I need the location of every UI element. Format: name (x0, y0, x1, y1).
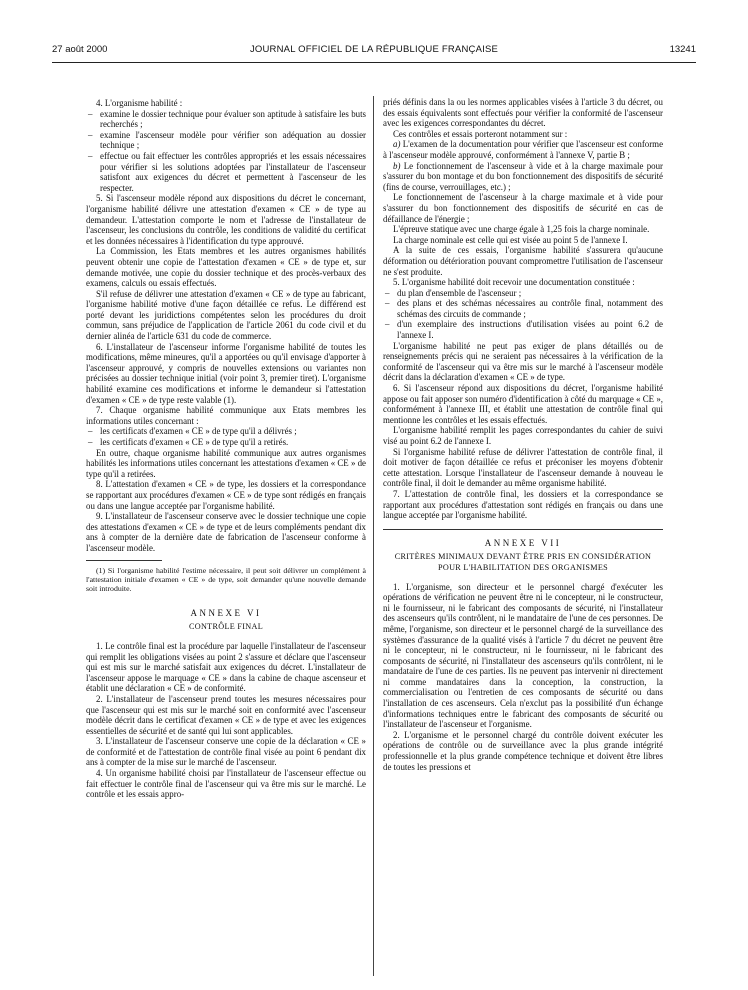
paragraph: 7. Chaque organisme habilité communique aux Etats membres les informations utiles concernant : (86, 405, 366, 426)
list-item: – les certificats d'examen « CE » de type qu'il a retirés. (86, 437, 366, 448)
paragraph: 9. L'installateur de l'ascenseur conserve avec le dossier technique une copie des attestations d'examen « CE » de type et de leurs compléments pendant dix ans à compter de la dernière date de fabrication de l'ascenseur conforme à l'ascenseur modèle. (86, 511, 366, 553)
paragraph: 1. Le contrôle final est la procédure par laquelle l'installateur de l'ascenseur qui remplit les obligations visées au point 2 s'assure et déclare que l'ascenseur qui est mis sur le marché satisfait aux exigences du décret. L'installateur de l'ascenseur appose le marquage « CE » dans la cabine de chaque ascenseur et établit une déclaration « CE » de conformité. (86, 640, 366, 694)
journal-title: JOURNAL OFFICIEL DE LA RÉPUBLIQUE FRANÇAISE (249, 44, 499, 55)
paragraph: 2. L'organisme et le personnel chargé du contrôle doivent exécuter les opérations de contrôle ou de surveillance avec la plus grande intégrité professionnelle et la plus grande compétence technique et doivent être libres de toutes les pressions et (383, 729, 663, 772)
paragraph: L'organisme habilité remplit les pages correspondantes du cahier de suivi visé au point 6.2 de l'annexe I. (383, 425, 663, 446)
paragraph: A la suite de ces essais, l'organisme habilité s'assurera qu'aucune déformation ou détérioration pouvant compromettre l'utilisation de l'ascenseur ne s'est produite. (383, 245, 663, 277)
paragraph: L'épreuve statique avec une charge égale à 1,25 fois la charge nominale. (393, 224, 650, 235)
paragraph (383, 139, 663, 160)
list-item: – effectue ou fait effectuer les contrôles appropriés et les essais nécessaires pour vérifier si les solutions adoptées par l'installateur de l'ascenseur satisfont aux exigences du décret et permettent à l'ascenseur de les respecter. (86, 151, 366, 193)
right-column (383, 97, 663, 772)
annex-title: ANNEXE VII (484, 537, 562, 548)
section-rule (383, 529, 663, 530)
paragraph: La charge nominale est celle qui est visée au point 5 de l'annexe I. (393, 234, 628, 245)
paragraph: 6. L'installateur de l'ascenseur informe l'organisme habilité de toutes les modifications, même mineures, qu'il a apportées ou qu'il envisage d'apporter à l'ascenseur approuvé, y compris de nouvelles extensions ou variantes non précisées au dossier technique initial (voir point 3, premier tiret). L'organisme habilité examine ces modifications et informe le demandeur si l'attestation d'examen « CE » de type reste valable (1). (86, 341, 366, 405)
paragraph: 7. L'attestation de contrôle final, les dossiers et la correspondance se rapportant aux procédures d'attestation sont rédigés en français ou dans une langue acceptée par l'organisme habilité. (383, 488, 663, 521)
list-item: – les certificats d'examen « CE » de type qu'il a délivrés ; (86, 426, 366, 437)
item-label: b) (393, 160, 401, 171)
paragraph: 8. L'attestation d'examen « CE » de type, les dossiers et la correspondance se rapportant aux procédures d'examen « CE » de type sont rédigés en français ou dans une langue acceptée par l'organisme habilité. (86, 479, 366, 511)
list-item: – examine le dossier technique pour évaluer son aptitude à satisfaire les buts recherchés ; (86, 109, 366, 130)
header-date: 27 août 2000 (52, 44, 108, 55)
paragraph: Ces contrôles et essais porteront notamment sur : (393, 128, 568, 139)
header-rule (52, 62, 696, 63)
paragraph: 4. L'organisme habilité : (96, 98, 183, 108)
annex-subtitle: CONTRÔLE FINAL (188, 622, 264, 632)
list-item: – examine l'ascenseur modèle pour vérifier son adéquation au dossier technique ; (86, 130, 366, 151)
paragraph: 1. L'organisme, son directeur et le personnel chargé d'exécuter les opérations de vérification ne peuvent être ni le concepteur, ni le constructeur, ni le fournisseur, ni le fabricant des composants de sécurité, ni l'installateur des ascenseurs qu'ils contrôlent, ni le mandataire de l'une de ces personnes. De même, l'organisme, son directeur et le personnel chargé de la surveillance des systèmes d'assurance de la qualité visés à l'article 7 du décret ne peuvent être ni le concepteur, ni le constructeur, ni le fournisseur, ni le fabricant des composants de sécurité, ni l'installateur des ascenseurs qu'ils contrôlent, ni le mandataire de l'une de ces parties. Ils ne peuvent pas intervenir ni directement ni comme mandataires dans la conception, la construction, la commercialisation ou l'entretien de ces composants de sécurité ou dans l'installation de ces ascenseurs. Cela n'exclut pas la possibilité d'un échange d'informations techniques entre le fabricant des composants de sécurité ou l'installateur de l'ascenseur et l'organisme. (383, 581, 663, 730)
column-divider (373, 96, 374, 976)
bullet-list (86, 109, 366, 194)
paragraph: 5. L'organisme habilité doit recevoir une documentation constituée : (393, 277, 635, 288)
paragraph: L'organisme habilité ne peut pas exiger de plans détaillés ou de renseignements précis qui ne seraient pas nécessaires à la vérification de la conformité de l'ascenseur qui va être mis sur le marché à l'ascenseur modèle décrit dans la déclaration d'examen « CE » de type. (383, 340, 663, 383)
paragraph: 5. Si l'ascenseur modèle répond aux dispositions du décret le concernant, l'organisme habilité délivre une attestation d'examen « CE » de type au demandeur. L'attestation comporte le nom et l'adresse de l'installateur de l'ascenseur, les conclusions du contrôle, les conditions de validité du certificat et les données nécessaires à l'identification du type approuvé. (86, 193, 366, 246)
paragraph: La Commission, les Etats membres et les autres organismes habilités peuvent obtenir une copie de l'attestation d'examen « CE » de type et, sur demande motivée, une copie du dossier technique et des procès-verbaux des examens, calculs ou essais effectués. (86, 246, 366, 289)
paragraph (383, 161, 663, 193)
page-number: 13241 (669, 44, 696, 55)
left-column (86, 98, 366, 800)
page-header (52, 44, 696, 58)
list-item: – d'un exemplaire des instructions d'utilisation visées au point 6.2 de l'annexe I. (383, 319, 663, 340)
item-text: L'examen de la documentation pour vérifier que l'ascenseur est conforme à l'ascenseur modèle approuvé, conformément à l'annexe V, partie B ; (383, 139, 664, 160)
bullet-list (86, 426, 366, 447)
annex-title: ANNEXE VI (190, 607, 262, 618)
paragraph: 2. L'installateur de l'ascenseur prend toutes les mesures nécessaires pour que l'ascenseur qui est mis sur le marché soit en conformité avec l'ascenseur modèle décrit dans le certificat d'examen « CE » de type et avec les exigences essentielles de sécurité et de santé qui lui sont applicables. (86, 693, 366, 736)
list-item: – des plans et des schémas nécessaires au contrôle final, notamment des schémas des circuits de commande ; (383, 298, 663, 319)
footnote: (1) Si l'organisme habilité l'estime nécessaire, il peut soit délivrer un complément à l'attestation initiale d'examen « CE » de type, soit demander qu'une nouvelle demande soit introduite. (86, 565, 366, 594)
paragraph: 3. L'installateur de l'ascenseur conserve une copie de la déclaration « CE » de conformité et de l'attestation de contrôle final visée au point 6 pendant dix ans à compter de la mise sur le marché de l'ascenseur. (86, 736, 366, 768)
list-item: – du plan d'ensemble de l'ascenseur ; (383, 288, 663, 299)
footnote-rule (86, 560, 162, 561)
paragraph: priés définis dans la ou les normes applicables visées à l'article 3 du décret, ou des essais équivalents sont effectués pour vérifier la conformité de l'ascenseur avec les exigences correspondantes du décret. (383, 97, 663, 129)
paragraph: 4. Un organisme habilité choisi par l'installateur de l'ascenseur effectue ou fait effectuer le contrôle final de l'ascenseur qui va être mis sur le marché. Le contrôle et les essais appro- (86, 768, 366, 800)
paragraph: 6. Si l'ascenseur répond aux dispositions du décret, l'organisme habilité appose ou fait apposer son numéro d'identification à côté du marquage « CE », conformément à l'annexe III, et établit une attestation de contrôle final qui mentionne les contrôles et les essais effectués. (383, 383, 663, 425)
paragraph: Le fonctionnement de l'ascenseur à la charge maximale et à vide pour s'assurer du bon fonctionnement des dispositifs de sécurité en cas de défaillance de l'énergie ; (383, 192, 663, 224)
paragraph: S'il refuse de délivrer une attestation d'examen « CE » de type au fabricant, l'organisme habilité motive d'une façon détaillée ce refus. Le différend est porté devant les juridictions compétentes selon les procédures du droit commun, sans préjudice de l'application de l'article 2061 du code civil et du dernier alinéa de l'article 631 du code de commerce. (86, 288, 366, 342)
item-text: Le fonctionnement de l'ascenseur à vide et à la charge maximale pour s'assurer du bon montage et du bon fonctionnement des dispositifs de sécurité (fins de course, verrouillages, etc.) ; (383, 160, 663, 192)
paragraph: En outre, chaque organisme habilité communique aux autres organismes habilités les informations utiles concernant les attestations d'examen « CE » de type qu'il a retirées. (86, 447, 366, 479)
item-label: a) (393, 139, 401, 150)
paragraph: Si l'organisme habilité refuse de délivrer l'attestation de contrôle final, il doit motiver de façon détaillée ce refus et préconiser les moyens d'obtenir cette attestation. Lorsque l'installateur de l'ascenseur demande à nouveau le contrôle final, il doit le demander au même organisme habilité. (383, 446, 663, 489)
bullet-list (383, 288, 663, 341)
annex-subtitle: CRITÈRES MINIMAUX DEVANT ÊTRE PRIS EN CONSIDÉRATION POUR L'HABILITATION DES ORGANISMES (394, 552, 652, 572)
